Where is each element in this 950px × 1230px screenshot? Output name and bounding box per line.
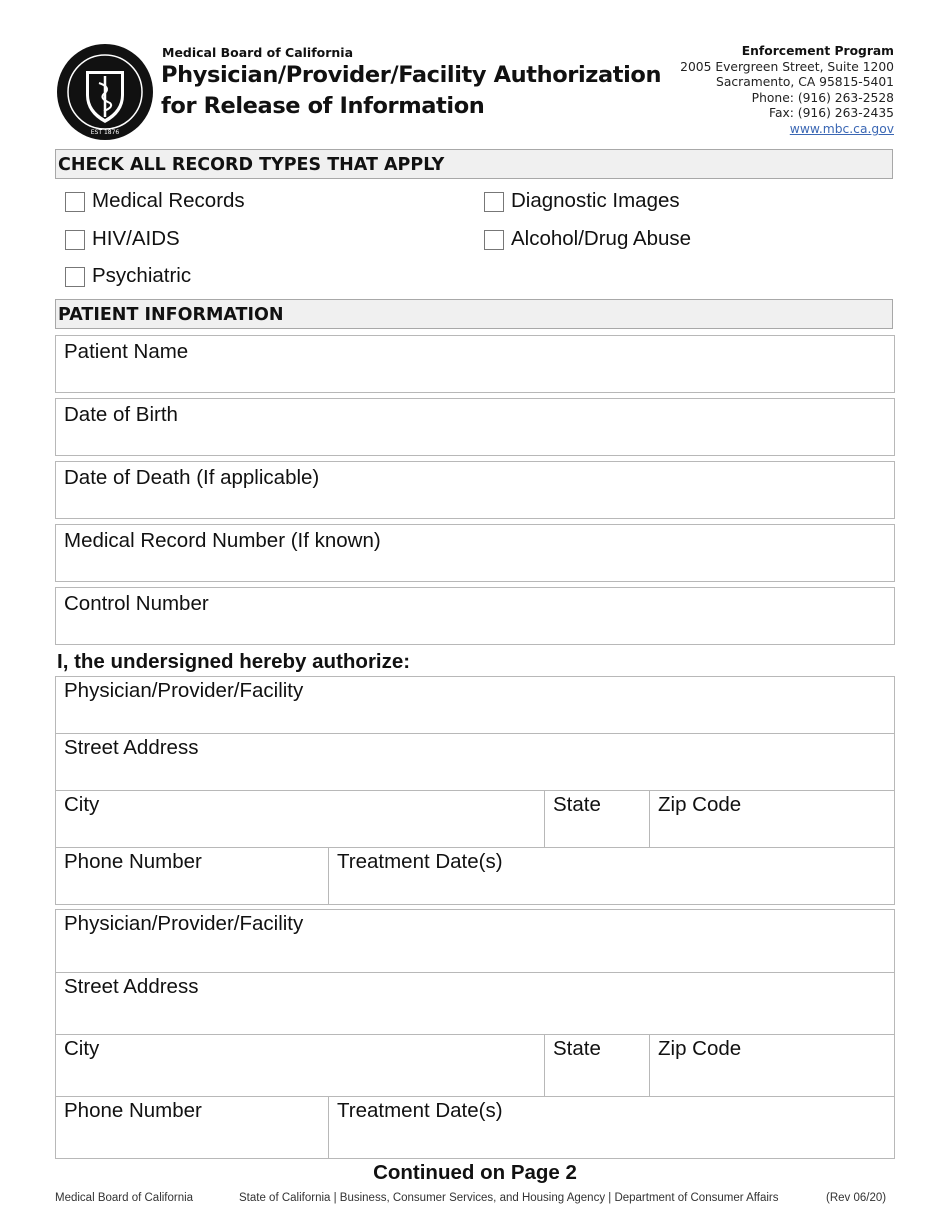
street-address-label-1: Street Address [64, 736, 199, 759]
checkbox-diagnostic-images[interactable] [484, 192, 504, 212]
footer-left: Medical Board of California [55, 1192, 194, 1204]
city-field-2[interactable] [55, 1034, 545, 1097]
date-of-birth-field[interactable] [55, 398, 895, 456]
checkbox-psychiatric[interactable] [65, 267, 85, 287]
medical-board-seal-icon [56, 43, 154, 141]
state-label-1: State [553, 793, 601, 816]
form-title-line2: for Release of Information [161, 93, 485, 119]
record-types-heading: CHECK ALL RECORD TYPES THAT APPLY [55, 149, 893, 179]
state-label-2: State [553, 1037, 601, 1060]
zip-code-label-2: Zip Code [658, 1037, 742, 1060]
phone-line: Phone: (916) 263-2528 [751, 90, 894, 105]
label-hiv-aids: HIV/AIDS [92, 227, 180, 250]
address-line1: 2005 Evergreen Street, Suite 1200 [680, 59, 894, 74]
street-address-label-2: Street Address [64, 975, 199, 998]
label-psychiatric: Psychiatric [92, 264, 192, 287]
date-of-birth-label: Date of Birth [64, 403, 178, 426]
checkbox-hiv-aids[interactable] [65, 230, 85, 250]
treatment-dates-label-1: Treatment Date(s) [337, 850, 503, 873]
patient-name-field[interactable] [55, 335, 895, 393]
zip-code-field-2[interactable] [649, 1034, 895, 1097]
label-medical-records: Medical Records [92, 189, 245, 212]
facility-field-1[interactable] [55, 676, 895, 734]
patient-info-heading: PATIENT INFORMATION [55, 299, 893, 329]
phone-number-field-2[interactable] [55, 1096, 329, 1159]
label-diagnostic-images: Diagnostic Images [511, 189, 680, 212]
facility-field-2[interactable] [55, 909, 895, 973]
state-field-1[interactable] [544, 790, 650, 848]
treatment-dates-field-2[interactable] [328, 1096, 895, 1159]
patient-name-label: Patient Name [64, 340, 189, 363]
date-of-death-label: Date of Death (If applicable) [64, 466, 320, 489]
label-alcohol-drug-abuse: Alcohol/Drug Abuse [511, 227, 692, 250]
authorize-heading: I, the undersigned hereby authorize: [57, 650, 411, 673]
program-name: Enforcement Program [741, 44, 894, 58]
date-of-death-field[interactable] [55, 461, 895, 519]
address-line2: Sacramento, CA 95815-5401 [716, 75, 894, 90]
phone-number-label-2: Phone Number [64, 1099, 202, 1122]
facility-label-1: Physician/Provider/Facility [64, 679, 304, 702]
continued-note: Continued on Page 2 [373, 1161, 577, 1184]
fax-line: Fax: (916) 263-2435 [769, 106, 894, 121]
checkbox-medical-records[interactable] [65, 192, 85, 212]
phone-number-field-1[interactable] [55, 847, 329, 905]
contact-block [680, 44, 894, 138]
city-label-1: City [64, 793, 100, 816]
phone-number-label-1: Phone Number [64, 850, 202, 873]
control-number-field[interactable] [55, 587, 895, 645]
form-title-line1: Physician/Provider/Facility Authorization [161, 62, 662, 88]
city-label-2: City [64, 1037, 100, 1060]
medical-record-number-field[interactable] [55, 524, 895, 582]
city-field-1[interactable] [55, 790, 545, 848]
footer-center: State of California | Business, Consumer Services, and Housing Agency | Department of Consumer Affairs [239, 1192, 779, 1204]
treatment-dates-field-1[interactable] [328, 847, 895, 905]
website-link[interactable]: www.mbc.ca.gov [789, 121, 894, 136]
street-address-field-2[interactable] [55, 972, 895, 1035]
treatment-dates-label-2: Treatment Date(s) [337, 1099, 503, 1122]
medical-record-number-label: Medical Record Number (If known) [64, 529, 381, 552]
checkbox-alcohol-drug-abuse[interactable] [484, 230, 504, 250]
control-number-label: Control Number [64, 592, 209, 615]
zip-code-field-1[interactable] [649, 790, 895, 848]
footer-revision: (Rev 06/20) [826, 1192, 887, 1204]
zip-code-label-1: Zip Code [658, 793, 742, 816]
svg-text:EST 1876: EST 1876 [90, 129, 120, 136]
facility-label-2: Physician/Provider/Facility [64, 912, 304, 935]
state-field-2[interactable] [544, 1034, 650, 1097]
organization-name: Medical Board of California [162, 45, 354, 60]
street-address-field-1[interactable] [55, 733, 895, 791]
